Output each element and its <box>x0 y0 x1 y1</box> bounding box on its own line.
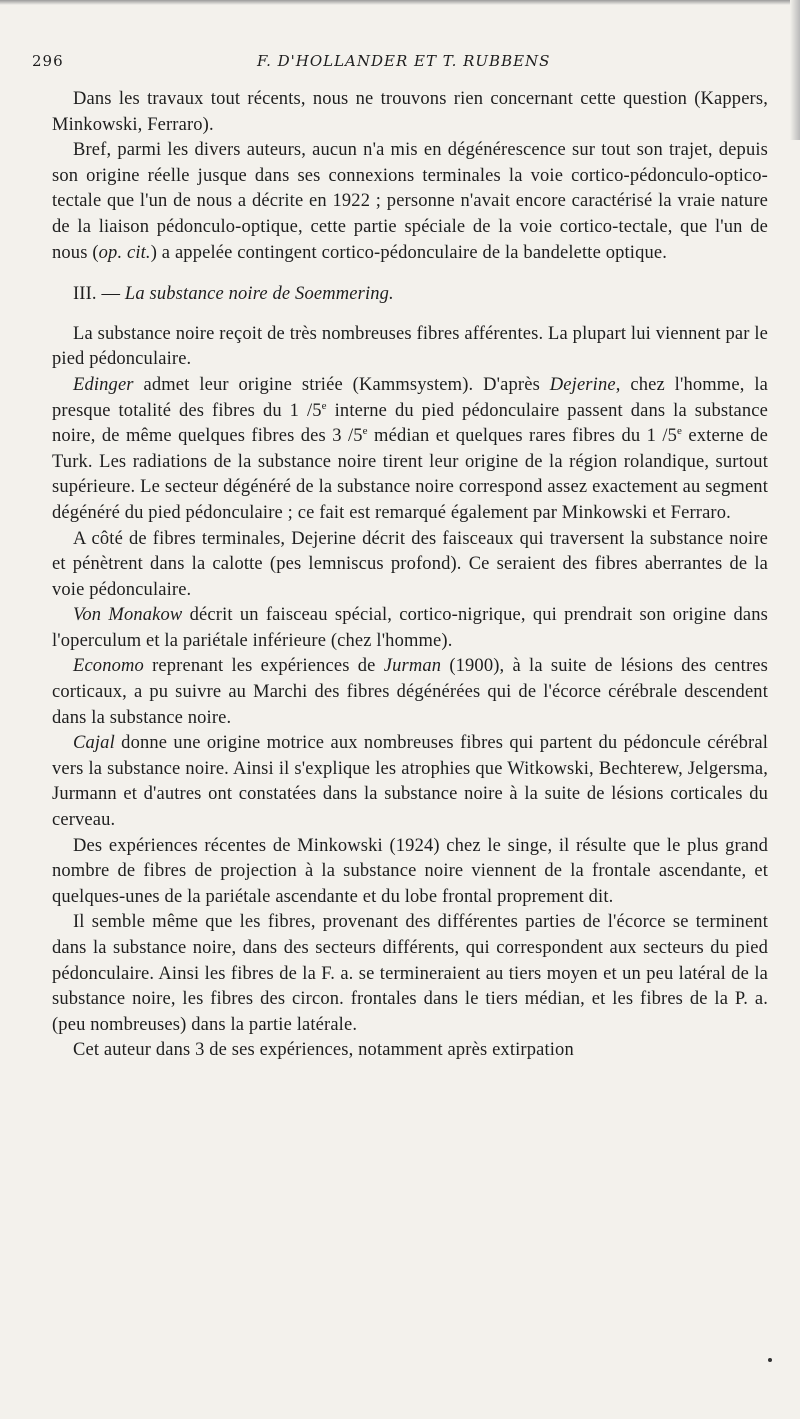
paragraph: Cet auteur dans 3 de ses expériences, notamment après extirpation <box>73 1040 574 1061</box>
author-name: Economo <box>73 656 144 677</box>
paragraph: Des expériences récentes de Minkowski (1924) chez le singe, il résulte que le plus grand nombre de fibres de projection à la substance noire viennent de la frontale ascendante, et quelques-unes de la pariétale ascendante et du lobe frontal proprement dit. <box>52 835 768 907</box>
author-name: Cajal <box>73 733 115 754</box>
paragraph: Cajal donne une origine motrice aux nombreuses fibres qui partent du pédoncule cérébral vers la substance noire. Ainsi il s'explique les atrophies que Witkowski, Bechterew, Jelgersma, Jurmann et d'autres ont constatées dans la substance noire à la suite de lésions corticales du cerveau. <box>52 733 768 831</box>
running-header <box>32 50 767 76</box>
author-name: Edinger <box>73 374 134 395</box>
ink-speck <box>768 1358 772 1362</box>
section-number: III. — <box>73 284 121 305</box>
body-text <box>52 87 768 1064</box>
paragraph: Economo reprenant les expériences de Jurman (1900), à la suite de lésions des centres corticaux, a pu suivre au Marchi des fibres dégénérées qui de l'écorce cérébrale descendent dans la substance noire. <box>52 656 768 728</box>
paragraph: Dans les travaux tout récents, nous ne trouvons rien concernant cette question (Kappers, Minkowski, Ferraro). <box>52 89 768 135</box>
page-right-edge <box>790 0 800 140</box>
paragraph: Il semble même que les fibres, provenant des différentes parties de l'écorce se terminent dans la substance noire, dans des secteurs différents, qui correspondent aux secteurs du pied pédonculaire. Ainsi les fibres de la F. a. se termineraient au tiers moyen et un peu latéral de la substance noire, les fibres des circon. frontales dans le tiers médian, et les fibres de la P. a. (peu nombreuses) dans la partie latérale. <box>52 912 768 1035</box>
author-name: Jurman <box>383 656 442 677</box>
citation: op. cit. <box>98 242 151 263</box>
page-number: 296 <box>32 52 64 70</box>
paragraph: Bref, parmi les divers auteurs, aucun n'a mis en dégénérescence sur tout son trajet, depuis son origine réelle jusque dans ses connexions terminales la voie cortico-pédonculo-optico-tectale que l'un de nous a décrite en 1922 ; personne n'avait encore caractérisé la vraie nature de la liaison pédonculo-optique, cette partie spéciale de la voie cortico-tectale, que l'un de nous (op. cit.) a appelée contingent cortico-pédonculaire de la bandelette optique. <box>52 140 768 263</box>
section-title: La substance noire de Soemmering. <box>124 284 394 305</box>
running-title: F. D'HOLLANDER ET T. RUBBENS <box>257 52 551 70</box>
paragraph: La substance noire reçoit de très nombreuses fibres afférentes. La plupart lui viennent par le pied pédonculaire. <box>52 323 768 370</box>
section-heading <box>52 282 768 308</box>
page-top-edge <box>0 0 800 5</box>
author-name: Von Monakow <box>73 605 183 626</box>
paragraph: Von Monakow décrit un faisceau spécial, cortico-nigrique, qui prendrait son origine dans l'operculum et la pariétale inférieure (chez l'homme). <box>52 605 768 651</box>
paragraph: Edinger admet leur origine striée (Kammsystem). D'après Dejerine, chez l'homme, la presque totalité des fibres du 1 /5e interne du pied pédonculaire passent dans la substance noire, de même quelques fibres des 3 /5e médian et quelques rares fibres du 1 /5e externe de Turk. Les radiations de la substance noire tirent leur origine de la région rolandique, surtout supérieure. Le secteur dégénéré de la substance noire correspond assez exactement au segment dégénéré du pied pédonculaire ; ce fait est remarqué également par Minkowski et Ferraro. <box>52 374 768 523</box>
author-name: Dejerine <box>549 374 616 395</box>
paragraph: A côté de fibres terminales, Dejerine décrit des faisceaux qui traversent la substance noire et pénètrent dans la calotte (pes lemniscus profond). Ce seraient des fibres aberrantes de la voie pédonculaire. <box>52 528 768 600</box>
